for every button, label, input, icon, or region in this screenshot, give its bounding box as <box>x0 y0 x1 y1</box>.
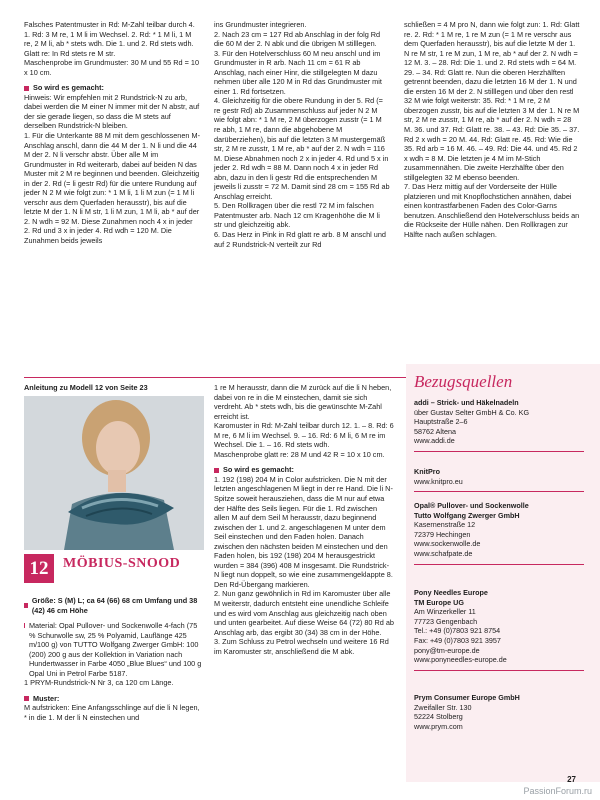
material-section: Material: Opal Pullover- und Sockenwolle 4-fach (75 % Schurwolle sw, 25 % Polyamid, Lauflänge 425 m/100 g) von TUTTO Wolfgang Zwerger GmbH: 100 (200) 200 g aus der Kollektion in Variation nach Hundertwasser in Farbe 4050 „Blue Blues“ und 100 g Opal Uni in Petrol Farbe 5187. <box>28 621 202 678</box>
hint-text: Hinweis: Wir empfehlen mit 2 Rundstrick-N zu arb, dabei werden die M einer N immer mit der N abstr, auf der sie gerade liegen, so dass die M stets auf derselben Rundstrick-N bleiben. <box>24 92 200 131</box>
instruction-continued: ins Grundmuster integrieren. <box>214 20 307 29</box>
instruction-step-5: 5. Den Rollkragen über die restl 72 M im falschen Patentmuster arb. Nach 12 cm Kragenhöhe die M li str und gleichzeitig abk. <box>214 201 380 230</box>
bullet-square-icon <box>24 86 29 91</box>
instruction-step-6: 6. Das Herz in Pink in Rd glatt re arb. 8 M anschl und auf 2 Rundstrick-N verteilt zur Rd <box>214 230 386 249</box>
prym-link[interactable]: www.prym.com <box>414 721 463 731</box>
column-1-top <box>24 20 200 246</box>
supplier-knitpro: KnitPro www.knitpro.eu <box>414 467 584 492</box>
instruction-step-4: 4. Gleichzeitig für die obere Rundung in der 5. Rd (= re gestr Rd) ab Zusammenschluss auf jeder N 2 M wie folgt abn: * 1 M re, 2 M überzogen zusstr (= 1 M re abh, 1 M re, dann die abgehobene M darüberziehen), bis auf die letzten 3 M mustergemäß str, 2 M re zusstr, 1 M re, ab * auf der 2. N wdh = 116 M. Diese Abnahmen noch 2 x in jeder 4. Rd und 5 x in jeder 2. Rd wdh = 88 M. Dann noch 4 x in jeder Rd abn, dazu in den li gestr Rd die entsprechenden M jeweils li zusstr = 72 M. Damit sind 28 cm = 155 Rd ab Anschlag erreicht. <box>214 96 390 201</box>
bullet-square-icon <box>24 623 25 628</box>
glatt-re-text: Glatt re: In Rd stets re M str. <box>24 48 116 58</box>
watermark: PassionForum.ru <box>523 786 592 796</box>
supplier-pony: Pony Needles Europe TM Europe UG Am Winzerkeller 11 77723 Gengenbach Tel.: +49 (0)7803 921 8754 Fax: +49 (0)7803 921 3957 pony@tm-europe.de www.ponyneedles-europe.de <box>414 588 584 671</box>
heart-instructions: schließen = 4 M pro N, dann wie folgt zun: 1. Rd: Glatt re. 2. Rd: * 1 M re, 1 re M zun (= 1 M re verschr aus dem Querfaden herausstr), bis auf die letzte M der 1. N re M str, 1 re M zun, 1 M re, ab * auf der 2. N wdh = 12 M. 3. – 28. Rd: Die 1. und 2. Rd stets wdh = 64 M. 29. – 34. Rd: Glatt re. Nun die oberen Herzhälften getrennt beenden, dazu die letzten 16 M der 1. N und die ersten 16 M der 2. N stilllegen und über den restl 32 M wie folgt weiterstr: 35. Rd: * 1 M re, 2 M überzogen zusstr, bis auf die letzten 3 M der 1. N re M str, 2 M re zusstr, 1 M re, ab * auf der 2. N wdh = 28 M. 36. und 37. Rd: Glatt re. 38. – 43. Rd: Die 35. – 37. Rd 2 x wdh = 20 M. 44. Rd: Glatt re. 45. Rd: Wie die 35. Rd arb = 16 M. 46. – 49. Rd: Die 44. und 45. Rd 2 x wdh = 8 M. Die letzten je 4 M im M-Stich zusammennähen. Die zweite Herzhälfte über den stillgelegten 32 M ebenso beenden. <box>404 20 580 182</box>
instruction-step-1: 1. Für die Unterkante 88 M mit dem geschlossenen M-Anschlag anschl, dann die 44 M der 1. N li und die 44 M der 2. N li verschr abstr. Über alle M im Grundmuster in Rd weiterarb, dabei auf beiden N das Muster mit 2 M re beginnen und beenden. Gleichzeitig in der 2. Rd (= li gestr Rd) für die untere Rundung auf jeder N 2 M wie folgt zun: * 1 M li, 1 li M zun (= 1 M li verschr aus dem Querfaden herausstr), bis auf die letzte M der 1. N li M str, 1 li M zun, 1 M li, ab * auf der 2. N wdh = 92 M. Diese Zunahmen noch 4 x in jeder 2. Rd und 3 x in jeder 4. Rd wdh = 120 M. Die Zunahmen beids jeweils <box>24 131 201 246</box>
ponyneedles-link[interactable]: www.ponyneedles-europe.de <box>414 655 507 665</box>
pony-email-link[interactable]: pony@tm-europe.de <box>414 645 480 655</box>
column-3-top <box>404 20 580 240</box>
bullet-square-icon <box>214 468 219 473</box>
patent-pattern-text: Falsches Patentmuster in Rd: M-Zahl teilbar durch 4. 1. Rd: 3 M re, 1 M li im Wechsel. 2. Rd: * 1 M li, 1 M re, 2 M li, ab * stets wdh. Die 1. und 2. Rd stets wdh. <box>24 20 195 49</box>
instruction-step-7: 7. Das Herz mittig auf der Vorderseite der Hülle platzieren und mit Knopflochstichen annähen, dabei einen kontrastfarbenen Faden des Color-Garns benutzen. Anschließend den Hotelverschluss beids an die Rückseite der Hülle nähen. Den Rollkragen zur Hälfte nach außen schlagen. <box>404 182 580 240</box>
bullet-square-icon <box>24 603 28 608</box>
snood-step-3: 3. Zum Schluss zu Petrol wechseln und weitere 16 Rd im Karomuster str, anschließend die M abk. <box>214 637 389 656</box>
size-section: Größe: S (M) L; ca 64 (66) 68 cm Umfang und 38 (42) 46 cm Höhe <box>24 596 204 615</box>
supplier-prym: Prym Consumer Europe GmbH Zweifaller Str. 130 52224 Stolberg www.prym.com <box>414 693 584 731</box>
karo-pattern-text: Karomuster in Rd: M-Zahl teilbar durch 12. 1. – 8. Rd: 6 M re, 6 M li im Wechsel. 9. – 16. Rd: 6 M li, 6 M re im Wechsel. Die 1. – 16. Rd stets wdh. <box>214 421 394 450</box>
bullet-square-icon <box>24 696 29 701</box>
section-heading-2: So wird es gemacht: <box>214 465 394 475</box>
column-2-top <box>214 20 390 249</box>
column-2-bottom <box>214 383 394 656</box>
snood-step-2: 2. Nun ganz gewöhnlich in Rd im Karomuster über alle M weiterstr, dadurch entsteht eine unendliche Schleife und es wird vom Anschlag aus gleichzeitig nach oben und unten gearbeitet. Auf diese Weise 64 (72) 80 Rd ab Anschlag arb, das ergibt 30 (34) 38 cm in der Höhe. <box>214 589 394 637</box>
addi-link[interactable]: www.addi.de <box>414 436 455 446</box>
snood-step-1: 1. 192 (198) 204 M in Color aufstricken. Die N mit der letzten angeschlagenen M liegt in der re Hand. Die li N-Spitze soweit herausziehen, dass die M nur auf etwa der Hälfte des Seils liegen. Für die 1. Rd zwischen allen M auf dem Seil M herausstr, dazu beginnend zwischen der 1. und 2. angeschlagenen M unter dem Seil einstechen und den Faden holen. Danach zwischen den nächsten beiden M einstechen und den Faden holen, bis 192 (198) 204 M herausgestrickt wurden = 384 (396) 408 M insgesamt. Die Rundstrick-N liegt nun doppelt, so wie eine zusammengeklappte 8. Den Rd-Übergang markieren. <box>214 474 393 589</box>
model-header: Anleitung zu Modell 12 von Seite 23 <box>24 383 148 392</box>
cast-on-continued: 1 re M herausstr, dann die M zurück auf die li N heben, dabei von re in die M einstechen, damit sie sich verdreht. Ab * stets wdh, bis die gewünschte M-Zahl erreicht ist. <box>214 383 392 421</box>
section-heading: So wird es gemacht: <box>24 83 200 93</box>
model-photo <box>24 396 204 550</box>
supplier-opal: Opal® Pullover- und Sockenwolle Tutto Wolfgang Zwerger GmbH Kasernenstraße 12 72379 Hechingen www.sockenwolle.de www.schafpate.de <box>414 501 584 565</box>
woman-with-snood-illustration <box>24 396 204 550</box>
model-number-badge: 12 <box>24 554 54 583</box>
aufstricken-text: M aufstricken: Eine Anfangsschlinge auf die li N legen, * in die 1. M der li N einstechen und <box>24 703 200 723</box>
sockenwolle-link[interactable]: www.sockenwolle.de <box>414 539 481 549</box>
muster-section: Muster: <box>24 694 204 704</box>
column-1-bottom <box>24 590 204 723</box>
gauge-text: Maschenprobe im Grundmuster: 30 M und 55 Rd = 10 x 10 cm. <box>24 58 200 77</box>
instruction-step-3: 3. Für den Hotelverschluss 60 M neu anschl und im Grundmuster in R arb. Nach 11 cm = 61 R ab Anschlag, nach einer Hinr, die stillgelegten M dazu nehmen über alle 120 M in Rd das Grundmuster mit einer 1. Rd fortsetzen. <box>214 48 382 96</box>
needles-text: 1 PRYM-Rundstrick-N Nr 3, ca 120 cm Länge. <box>24 678 174 688</box>
instruction-step-2: 2. Nach 23 cm = 127 Rd ab Anschlag in der folg Rd die 60 M der 2. N abk und die übrigen M stilllegen. <box>214 29 381 49</box>
gauge-text-2: Maschenprobe glatt re: 28 M und 42 R = 10 x 10 cm. <box>214 449 385 459</box>
knitpro-link[interactable]: www.knitpro.eu <box>414 476 463 486</box>
suppliers-title: Bezugsquellen <box>414 372 513 391</box>
supplier-addi: addi – Strick- und Häkelnadeln über Gustav Selter GmbH & Co. KG Hauptstraße 2–6 58762 Altena www.addi.de <box>414 398 584 452</box>
model-title: MÖBIUS-SNOOD <box>63 556 181 571</box>
page-number: 27 <box>567 775 576 784</box>
schafpate-link[interactable]: www.schafpate.de <box>414 548 473 558</box>
